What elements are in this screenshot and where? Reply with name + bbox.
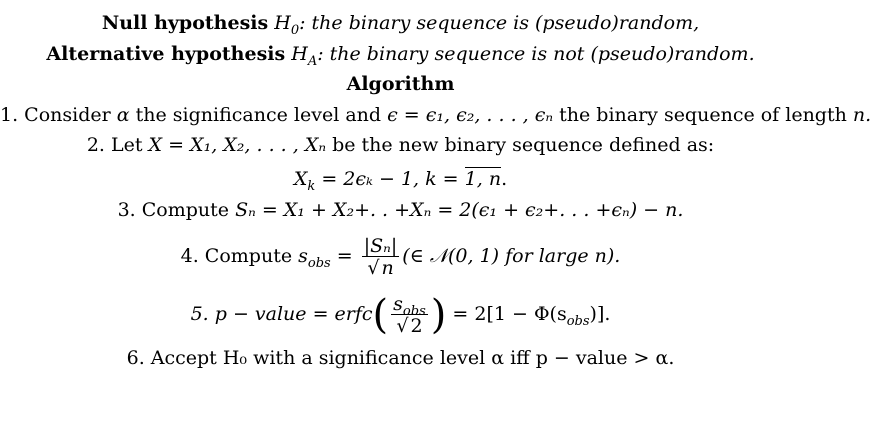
null-hypothesis-line <box>0 11 801 38</box>
algorithm-heading: Algorithm <box>346 73 455 95</box>
alternative-hypothesis-label: Alternative hypothesis <box>46 43 286 65</box>
step-3: 3. Compute Sₙ = X₁ + X₂+. . +Xₙ = 2(ϵ₁ + ϵ₂+. . . +ϵₙ) − n. <box>117 199 684 221</box>
range-overline: 1, n <box>464 168 502 190</box>
step-1: 1. Consider α the significance level and ϵ = ϵ₁, ϵ₂, . . . , ϵₙ the binary sequence of length n. <box>0 104 871 126</box>
null-hypothesis-label: Null hypothesis <box>101 12 269 34</box>
step-2: 2. Let X = X₁, X₂, . . . , Xₙ be the new binary sequence defined as: <box>86 134 715 156</box>
null-hypothesis-symbol: $H_0$ <box>274 12 300 38</box>
step-5-fraction: $\frac{s_{obs}}{√ 2}$ <box>393 292 426 337</box>
alternative-hypothesis-text: : the binary sequence is not (pseudo)random. <box>317 43 755 65</box>
null-hypothesis-text: : the binary sequence is (pseudo)random, <box>299 12 700 34</box>
alternative-hypothesis-symbol: $H_A$ <box>291 43 318 69</box>
step-5: 5. p − value = erfc( $\frac{s_{obs}}{√ 2}$ ) = $2[1 - \Phi(s_{obs})]$. <box>190 292 611 338</box>
step-4-fraction: $\frac{\text{|Sₙ|}}{√ n}$ <box>363 234 398 279</box>
step-2-formula: $X_k = 2\epsilon_k - 1$, k = 1, n. <box>293 168 508 194</box>
step-4: 4. Compute $s_{obs}$ = $\frac{\text{|Sₙ|}}{√ n}$ (∈ 𝒩(0, 1) for large n). <box>180 234 621 279</box>
step-6: 6. Accept H₀ with a significance level α iff p − value > α. <box>126 347 675 369</box>
alternative-hypothesis-line <box>0 42 801 69</box>
